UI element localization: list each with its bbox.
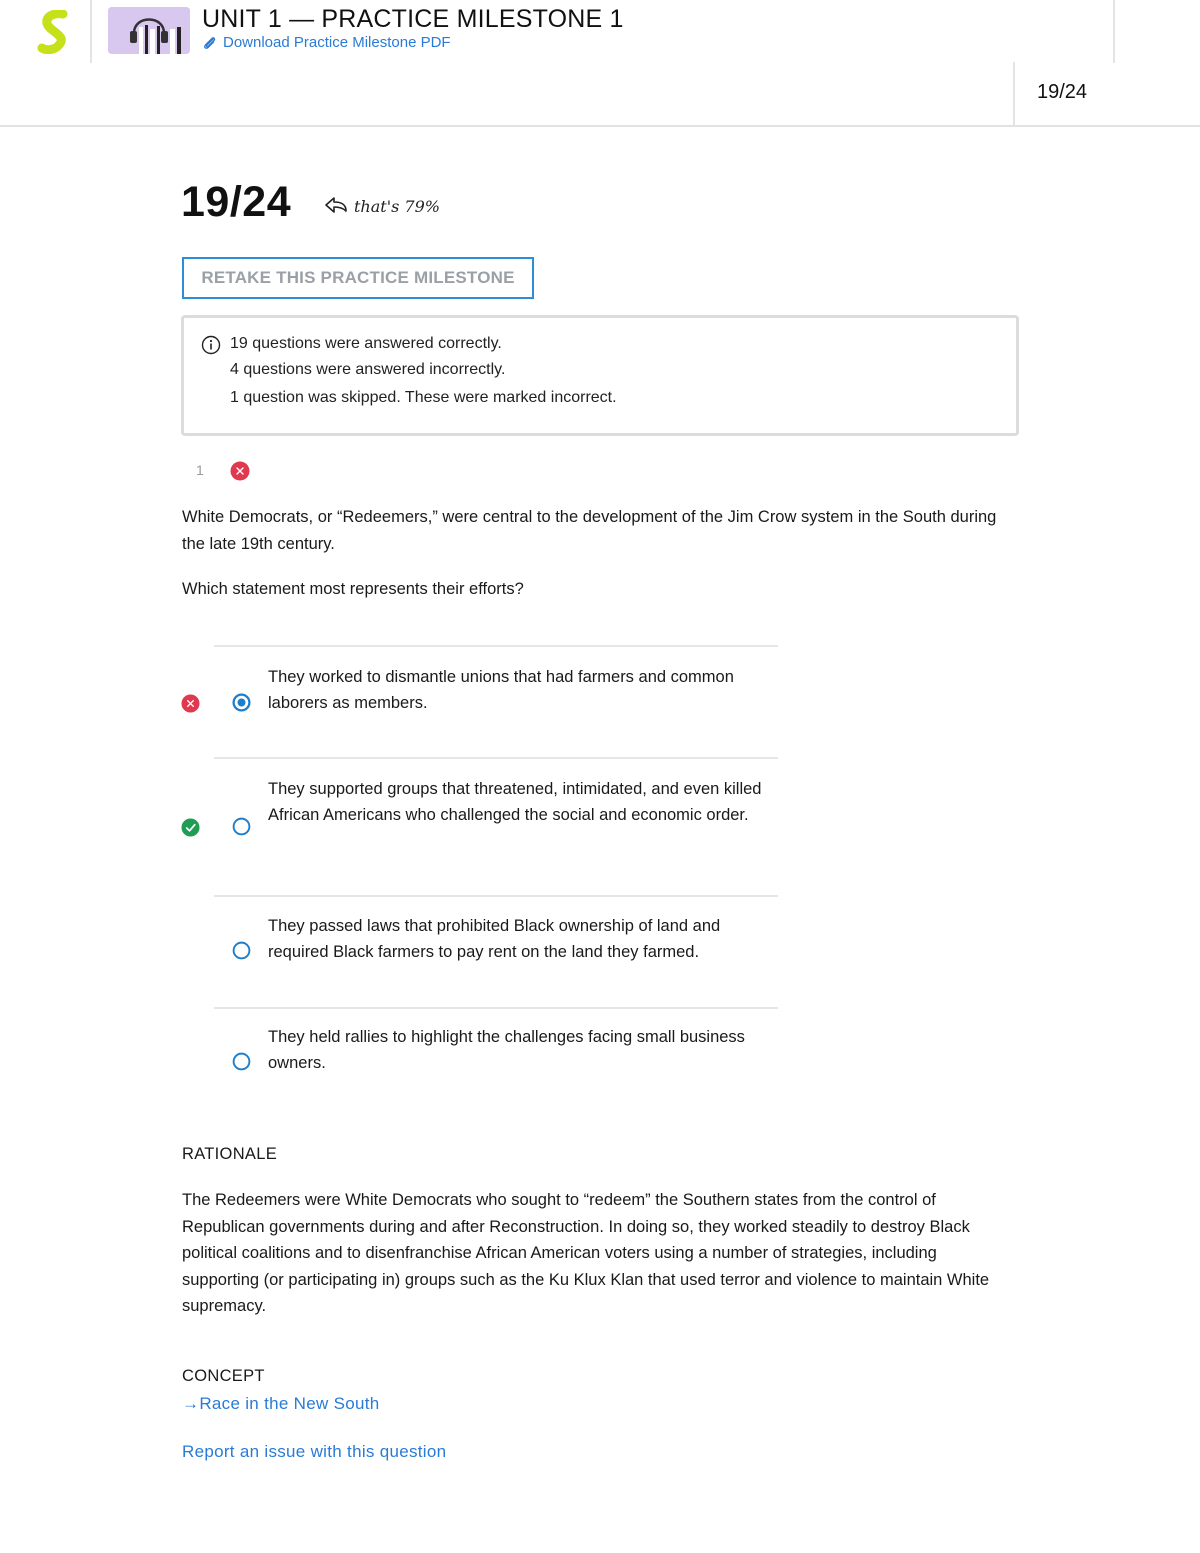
radio-selected-icon[interactable] xyxy=(232,693,251,712)
answer-option[interactable] xyxy=(214,1009,778,1109)
answer-option[interactable] xyxy=(214,759,778,895)
radio-unselected-icon[interactable] xyxy=(232,941,251,960)
retake-milestone-button[interactable]: RETAKE THIS PRACTICE MILESTONE xyxy=(182,257,534,299)
curved-arrow-icon xyxy=(324,196,348,216)
concept-link[interactable] xyxy=(182,1394,380,1414)
percent-note-text: that's 79% xyxy=(354,196,440,216)
option-text: They supported groups that threatened, intimidated, and even killed African Americans who challenged the social and economic order. xyxy=(268,780,762,824)
rationale-label: RATIONALE xyxy=(182,1145,277,1163)
results-summary xyxy=(181,315,1019,436)
incorrect-icon xyxy=(181,694,200,713)
summary-skipped: 1 question was skipped. These were marked incorrect. xyxy=(230,389,617,406)
option-text: They passed laws that prohibited Black ownership of land and required Black farmers to pay rent on the land they farmed. xyxy=(268,917,721,961)
question-text: White Democrats, or “Redeemers,” were central to the development of the Jim Crow system in the South during the late 19th century. xyxy=(182,508,997,553)
answer-option[interactable] xyxy=(214,897,778,1007)
header-rule xyxy=(1180,125,1200,127)
concept-link-text: Race in the New South xyxy=(199,1394,380,1413)
incorrect-icon xyxy=(230,461,250,481)
question-number: 1 xyxy=(196,462,204,478)
download-pdf-link[interactable] xyxy=(202,34,451,51)
summary-incorrect: 4 questions were answered incorrectly. xyxy=(230,361,506,378)
header-divider xyxy=(1113,0,1115,63)
radio-unselected-icon[interactable] xyxy=(232,817,251,836)
summary-correct: 19 questions were answered correctly. xyxy=(230,335,502,352)
question-prompt: Which statement most represents their efforts? xyxy=(182,580,524,598)
concept-label: CONCEPT xyxy=(182,1367,265,1385)
header-divider xyxy=(90,0,92,63)
header-divider xyxy=(1013,62,1015,127)
rationale-text: The Redeemers were White Democrats who sought to “redeem” the Southern states from the control of Republican governments during and after Reconstruction. In doing so, they worked steadily to destroy Black political coalitions and to disenfranchise African American voters using a number of strategies, including supporting (or participating in) groups such as the Ku Klux Klan that used terror and violence to maintain White supremacy. xyxy=(182,1191,990,1316)
report-issue-link[interactable]: Report an issue with this question xyxy=(182,1442,447,1461)
sophia-logo-icon[interactable] xyxy=(36,10,76,54)
option-text: They held rallies to highlight the challenges facing small business owners. xyxy=(268,1028,745,1072)
radio-unselected-icon[interactable] xyxy=(232,1052,251,1071)
top-bar xyxy=(0,0,1200,127)
score-display: 19/24 xyxy=(181,178,292,226)
paperclip-icon xyxy=(202,35,218,51)
percent-note xyxy=(324,196,440,216)
arrow-right-icon: → xyxy=(182,1394,200,1413)
unit-thumbnail xyxy=(108,7,190,54)
header-score: 19/24 xyxy=(1037,81,1088,103)
answer-option[interactable] xyxy=(214,647,778,757)
download-pdf-label: Download Practice Milestone PDF xyxy=(223,34,451,51)
info-icon xyxy=(201,335,221,355)
correct-check-icon xyxy=(181,818,200,837)
page-title: UNIT 1 — PRACTICE MILESTONE 1 xyxy=(202,5,624,33)
option-text: They worked to dismantle unions that had farmers and common laborers as members. xyxy=(268,668,734,712)
